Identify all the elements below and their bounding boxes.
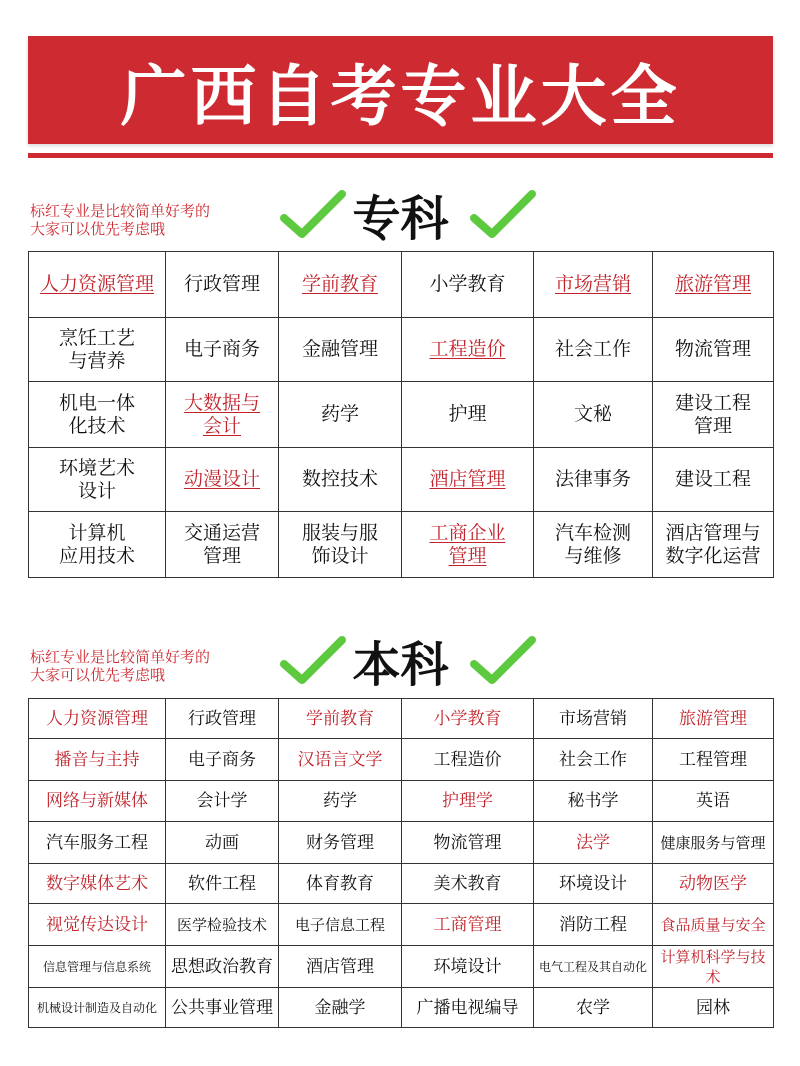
major-name: 行政管理 bbox=[188, 708, 256, 729]
major-name: 工商企业 管理 bbox=[429, 521, 506, 567]
major-name: 汉语言文学 bbox=[297, 749, 383, 770]
major-name: 市场营销 bbox=[554, 273, 631, 295]
benke-cell bbox=[402, 739, 534, 781]
check-icon bbox=[468, 634, 538, 688]
zhuanke-cell bbox=[402, 252, 534, 318]
benke-cell bbox=[534, 988, 653, 1028]
major-name: 大数据与 会计 bbox=[183, 391, 260, 437]
major-name: 汽车检测 与维修 bbox=[554, 521, 631, 567]
major-name: 信息管理与信息系统 bbox=[42, 959, 151, 974]
major-name: 工程造价 bbox=[429, 338, 506, 360]
major-name: 食品质量与安全 bbox=[660, 915, 766, 934]
zhuanke-cell bbox=[279, 382, 402, 448]
table-row bbox=[29, 904, 774, 946]
benke-cell bbox=[166, 739, 279, 781]
title-banner bbox=[28, 36, 773, 144]
table-row bbox=[29, 864, 774, 904]
major-name: 学前教育 bbox=[301, 273, 378, 295]
zhuanke-cell bbox=[166, 318, 279, 382]
benke-cell bbox=[534, 822, 653, 864]
major-name: 电子信息工程 bbox=[294, 915, 385, 934]
major-name: 市场营销 bbox=[559, 708, 627, 729]
banner-underline bbox=[28, 153, 773, 158]
zhuanke-table bbox=[28, 251, 774, 578]
benke-cell bbox=[279, 904, 402, 946]
major-name: 工商管理 bbox=[433, 914, 502, 935]
major-name: 烹饪工艺 与营养 bbox=[58, 326, 135, 372]
table-row bbox=[29, 382, 774, 448]
table-row bbox=[29, 512, 774, 578]
major-name: 网络与新媒体 bbox=[46, 791, 148, 811]
major-name: 会计学 bbox=[196, 791, 248, 811]
table-row bbox=[29, 739, 774, 781]
benke-cell bbox=[653, 822, 774, 864]
benke-cell bbox=[534, 864, 653, 904]
major-name: 交通运营 管理 bbox=[183, 521, 260, 567]
benke-cell bbox=[402, 988, 534, 1028]
major-name: 思想政治教育 bbox=[171, 956, 273, 977]
benke-cell bbox=[29, 822, 166, 864]
benke-cell bbox=[279, 822, 402, 864]
benke-cell bbox=[29, 739, 166, 781]
zhuanke-cell bbox=[653, 318, 774, 382]
table-row bbox=[29, 781, 774, 822]
zhuanke-cell bbox=[653, 448, 774, 512]
major-name: 小学教育 bbox=[429, 273, 506, 295]
zhuanke-cell bbox=[29, 382, 166, 448]
major-name: 机电一体 化技术 bbox=[58, 391, 135, 437]
benke-cell bbox=[29, 904, 166, 946]
benke-cell bbox=[279, 988, 402, 1028]
benke-cell bbox=[402, 946, 534, 988]
benke-cell bbox=[29, 699, 166, 739]
zhuanke-cell bbox=[29, 252, 166, 318]
major-name: 美术教育 bbox=[433, 873, 502, 894]
benke-note: 标红专业是比较简单好考的 大家可以优先考虑哦 bbox=[30, 648, 211, 684]
zhuanke-cell bbox=[166, 448, 279, 512]
major-name: 广播电视编导 bbox=[416, 997, 519, 1018]
zhuanke-cell bbox=[279, 318, 402, 382]
major-name: 软件工程 bbox=[188, 873, 256, 894]
major-name: 护理 bbox=[448, 403, 487, 425]
major-name: 人力资源管理 bbox=[39, 273, 154, 295]
benke-table bbox=[28, 698, 774, 1028]
major-name: 英语 bbox=[696, 791, 730, 811]
benke-cell bbox=[653, 739, 774, 781]
zhuanke-heading: 专科 bbox=[352, 191, 449, 247]
major-name: 金融学 bbox=[314, 997, 366, 1018]
major-name: 机械设计制造及自动化 bbox=[36, 1000, 157, 1015]
major-name: 酒店管理 bbox=[429, 468, 506, 490]
major-name: 环境艺术 设计 bbox=[58, 456, 135, 502]
benke-cell bbox=[166, 822, 279, 864]
benke-cell bbox=[166, 781, 279, 822]
major-name: 公共事业管理 bbox=[171, 997, 273, 1018]
benke-cell bbox=[29, 946, 166, 988]
page-title: 广西自考专业大全 bbox=[120, 57, 681, 135]
major-name: 动画 bbox=[205, 832, 239, 853]
table-row bbox=[29, 448, 774, 512]
major-name: 服装与服 饰设计 bbox=[301, 521, 378, 567]
zhuanke-cell bbox=[402, 382, 534, 448]
major-name: 电气工程及其自动化 bbox=[538, 959, 647, 974]
major-name: 药学 bbox=[323, 791, 357, 811]
zhuanke-cell bbox=[653, 382, 774, 448]
major-name: 园林 bbox=[696, 997, 730, 1018]
major-name: 建设工程 bbox=[674, 468, 751, 490]
benke-cell bbox=[534, 904, 653, 946]
benke-cell bbox=[534, 739, 653, 781]
major-name: 行政管理 bbox=[183, 273, 260, 295]
major-name: 护理学 bbox=[442, 791, 493, 811]
benke-cell bbox=[166, 904, 279, 946]
zhuanke-cell bbox=[402, 448, 534, 512]
benke-cell bbox=[653, 904, 774, 946]
major-name: 人力资源管理 bbox=[46, 708, 148, 729]
benke-cell bbox=[534, 781, 653, 822]
major-name: 消防工程 bbox=[559, 914, 627, 935]
major-name: 电子商务 bbox=[188, 749, 256, 770]
benke-cell bbox=[279, 864, 402, 904]
major-name: 财务管理 bbox=[306, 832, 374, 853]
benke-cell bbox=[653, 988, 774, 1028]
benke-cell bbox=[166, 946, 279, 988]
benke-cell bbox=[29, 864, 166, 904]
zhuanke-cell bbox=[29, 448, 166, 512]
major-name: 工程管理 bbox=[679, 749, 747, 770]
major-name: 视觉传达设计 bbox=[46, 914, 148, 935]
major-name: 酒店管理与 数字化运营 bbox=[665, 521, 761, 567]
major-name: 物流管理 bbox=[433, 832, 502, 853]
zhuanke-cell bbox=[402, 512, 534, 578]
major-name: 医学检验技术 bbox=[176, 915, 267, 934]
benke-cell bbox=[279, 699, 402, 739]
zhuanke-cell bbox=[29, 318, 166, 382]
benke-cell bbox=[29, 988, 166, 1028]
benke-cell bbox=[402, 781, 534, 822]
major-name: 旅游管理 bbox=[679, 708, 747, 729]
zhuanke-cell bbox=[534, 318, 653, 382]
zhuanke-cell bbox=[166, 512, 279, 578]
benke-cell bbox=[279, 739, 402, 781]
major-name: 文秘 bbox=[573, 403, 612, 425]
benke-cell bbox=[402, 699, 534, 739]
major-name: 法律事务 bbox=[554, 468, 631, 490]
benke-cell bbox=[402, 822, 534, 864]
major-name: 药学 bbox=[320, 403, 359, 425]
zhuanke-cell bbox=[534, 448, 653, 512]
zhuanke-cell bbox=[279, 448, 402, 512]
major-name: 数控技术 bbox=[301, 468, 378, 490]
major-name: 计算机科学与技术 bbox=[660, 947, 766, 986]
major-name: 旅游管理 bbox=[674, 273, 751, 295]
benke-cell bbox=[402, 904, 534, 946]
major-name: 酒店管理 bbox=[306, 956, 374, 977]
benke-cell bbox=[653, 864, 774, 904]
table-row bbox=[29, 318, 774, 382]
major-name: 小学教育 bbox=[433, 708, 502, 729]
benke-cell bbox=[279, 781, 402, 822]
zhuanke-cell bbox=[534, 512, 653, 578]
major-name: 法学 bbox=[576, 832, 610, 853]
major-name: 秘书学 bbox=[567, 791, 619, 811]
major-name: 电子商务 bbox=[183, 338, 260, 360]
zhuanke-header bbox=[28, 188, 773, 250]
major-name: 农学 bbox=[576, 997, 610, 1018]
major-name: 工程造价 bbox=[433, 749, 502, 770]
major-name: 建设工程 管理 bbox=[674, 391, 751, 437]
major-name: 播音与主持 bbox=[54, 749, 140, 770]
benke-cell bbox=[166, 988, 279, 1028]
major-name: 体育教育 bbox=[306, 873, 374, 894]
zhuanke-cell bbox=[653, 512, 774, 578]
table-row bbox=[29, 699, 774, 739]
zhuanke-cell bbox=[279, 252, 402, 318]
zhuanke-cell bbox=[166, 382, 279, 448]
major-name: 健康服务与管理 bbox=[660, 833, 766, 852]
table-row bbox=[29, 988, 774, 1028]
benke-cell bbox=[166, 699, 279, 739]
major-name: 环境设计 bbox=[433, 956, 502, 977]
benke-cell bbox=[402, 864, 534, 904]
major-name: 学前教育 bbox=[306, 708, 374, 729]
benke-cell bbox=[653, 781, 774, 822]
benke-cell bbox=[29, 781, 166, 822]
zhuanke-cell bbox=[402, 318, 534, 382]
zhuanke-cell bbox=[534, 252, 653, 318]
benke-cell bbox=[653, 946, 774, 988]
benke-cell bbox=[653, 699, 774, 739]
benke-heading: 本科 bbox=[352, 637, 449, 693]
benke-cell bbox=[166, 864, 279, 904]
benke-cell bbox=[534, 699, 653, 739]
major-name: 汽车服务工程 bbox=[46, 832, 148, 853]
benke-header bbox=[28, 634, 773, 696]
major-name: 动物医学 bbox=[679, 873, 747, 894]
major-name: 社会工作 bbox=[559, 749, 627, 770]
table-row bbox=[29, 252, 774, 318]
major-name: 环境设计 bbox=[559, 873, 627, 894]
zhuanke-note: 标红专业是比较简单好考的 大家可以优先考虑哦 bbox=[30, 202, 211, 238]
major-name: 金融管理 bbox=[301, 338, 378, 360]
table-row bbox=[29, 946, 774, 988]
benke-cell bbox=[279, 946, 402, 988]
major-name: 数字媒体艺术 bbox=[46, 873, 148, 894]
zhuanke-cell bbox=[166, 252, 279, 318]
zhuanke-cell bbox=[279, 512, 402, 578]
major-name: 动漫设计 bbox=[183, 468, 260, 490]
zhuanke-cell bbox=[653, 252, 774, 318]
major-name: 物流管理 bbox=[674, 338, 751, 360]
zhuanke-cell bbox=[29, 512, 166, 578]
major-name: 计算机 应用技术 bbox=[58, 521, 135, 567]
zhuanke-cell bbox=[534, 382, 653, 448]
major-name: 社会工作 bbox=[554, 338, 631, 360]
benke-cell bbox=[534, 946, 653, 988]
check-icon bbox=[468, 188, 538, 242]
table-row bbox=[29, 822, 774, 864]
